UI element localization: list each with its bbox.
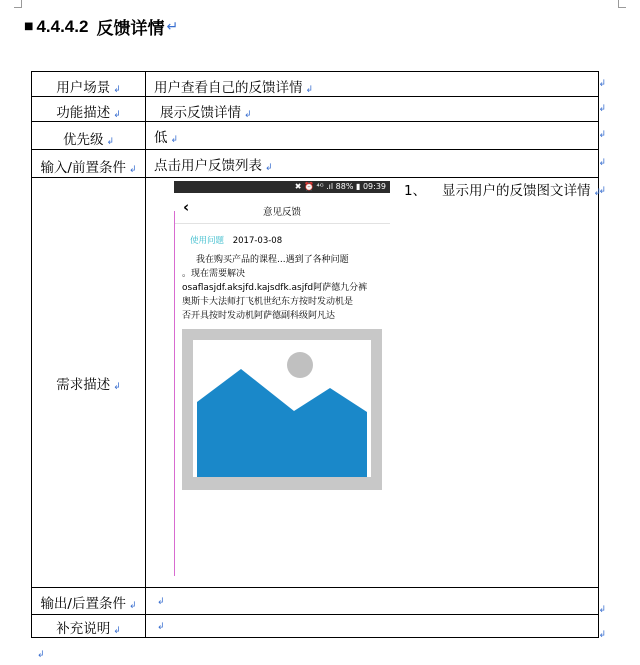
table-row bbox=[32, 178, 599, 588]
cursor-line bbox=[174, 211, 175, 576]
nav-title: 意见反馈 bbox=[262, 207, 301, 218]
feedback-date: 2017-03-08 bbox=[232, 236, 283, 246]
row-value: 展示反馈详情 ↲ bbox=[146, 97, 599, 122]
back-arrow-icon[interactable]: ‹ bbox=[183, 198, 190, 216]
feedback-tag: 使用问题 bbox=[190, 236, 225, 246]
row-value: ↲ bbox=[146, 588, 599, 615]
image-placeholder-icon bbox=[182, 329, 382, 490]
page-corner-mark-right bbox=[618, 0, 626, 8]
heading-title: 反馈详情 bbox=[96, 19, 165, 39]
row-label: 补充说明 ↲ bbox=[32, 615, 146, 638]
row-value: 用户查看自己的反馈详情 ↲ bbox=[146, 72, 599, 97]
phone-mockup bbox=[174, 181, 390, 576]
page-corner-mark-left bbox=[14, 0, 22, 8]
requirement-index: 1、 bbox=[404, 183, 427, 199]
table-row bbox=[32, 122, 599, 150]
feedback-content: 我在购买产品的课程...遇到了各种问题 。现在需要解决 osaflasjdf.aksjfd.kajsdfk.asjfd阿萨德九分裤 奥斯卡大法师打飞机世纪东方按时发动机是 否开具按时发动机阿萨德副科级阿凡达 bbox=[182, 255, 368, 321]
table-row bbox=[32, 150, 599, 178]
row-end-mark: ↲ bbox=[598, 158, 606, 168]
row-label: 输出/后置条件 ↲ bbox=[32, 588, 146, 615]
row-value: ↲ bbox=[146, 615, 599, 638]
row-value: 低 ↲ bbox=[146, 122, 599, 150]
table-row bbox=[32, 588, 599, 615]
row-label: 需求描述 ↲ bbox=[32, 178, 146, 588]
table-row bbox=[32, 97, 599, 122]
row-end-mark: ↲ bbox=[598, 130, 606, 140]
row-value bbox=[146, 178, 602, 588]
row-value: 点击用户反馈列表 ↲ bbox=[146, 150, 599, 178]
row-label: 用户场景 ↲ bbox=[32, 72, 146, 97]
row-end-mark: ↲ bbox=[598, 186, 606, 196]
row-end-mark: ↲ bbox=[598, 630, 606, 640]
feedback-meta bbox=[190, 234, 390, 246]
requirement-description: 显示用户的反馈图文详情 bbox=[442, 183, 591, 199]
status-bar: ✖ ⏰ ⁴ᴳ .ıl 88% ▮ 09:39 bbox=[174, 181, 390, 193]
requirement-text: 1、 显示用户的反馈图文详情 ↲ bbox=[404, 181, 604, 204]
heading-bullet-icon: ■ bbox=[24, 21, 34, 32]
row-end-mark: ↲ bbox=[598, 79, 606, 89]
row-label: 输入/前置条件 ↲ bbox=[32, 150, 146, 178]
paragraph-mark-icon: ↲ bbox=[37, 650, 45, 660]
paragraph-mark-icon: ↵ bbox=[166, 18, 179, 35]
image-sun-shape bbox=[287, 352, 313, 378]
row-end-mark: ↲ bbox=[598, 605, 606, 615]
image-mountain-shape bbox=[197, 369, 367, 477]
heading-number: 4.4.4.2 bbox=[36, 16, 89, 36]
table-row bbox=[32, 72, 599, 97]
section-heading bbox=[24, 14, 178, 39]
nav-bar bbox=[174, 193, 390, 224]
table-row bbox=[32, 615, 599, 638]
row-end-mark: ↲ bbox=[598, 104, 606, 114]
spec-table bbox=[31, 71, 602, 638]
row-label: 优先级 ↲ bbox=[32, 122, 146, 150]
row-label: 功能描述 ↲ bbox=[32, 97, 146, 122]
